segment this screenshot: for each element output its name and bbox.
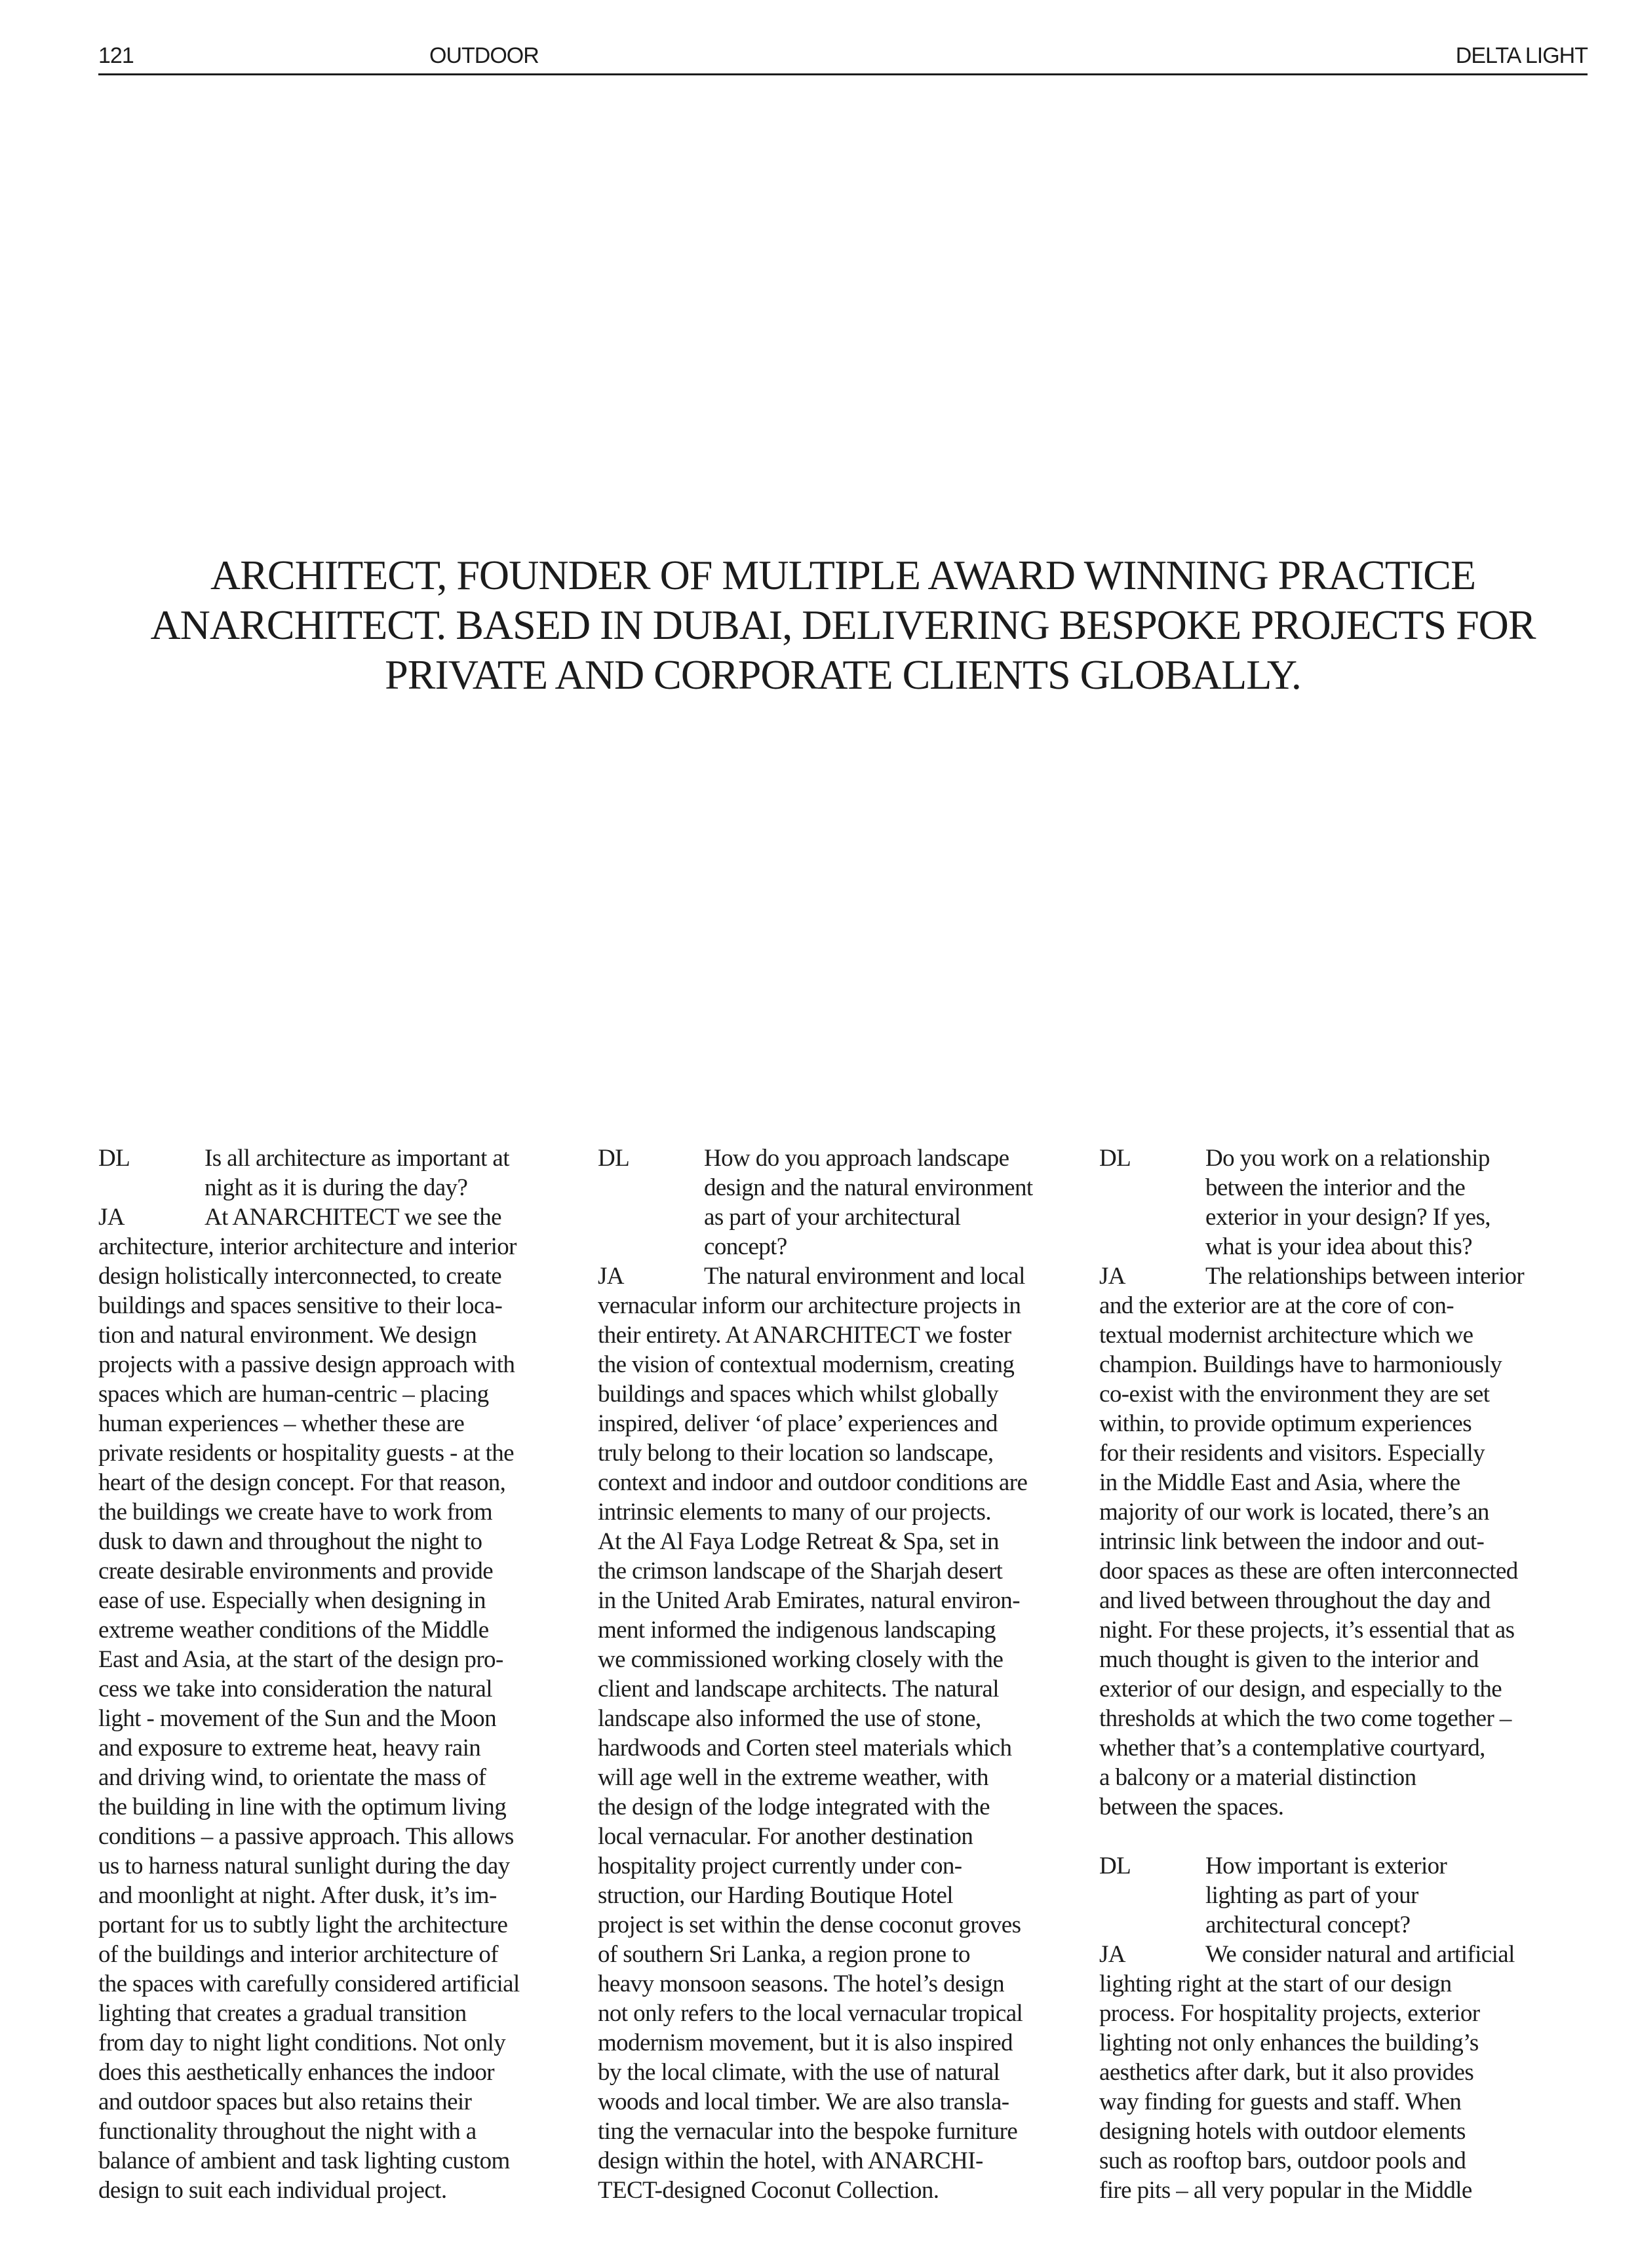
text-line: At ANARCHITECT we see the [205,1204,501,1231]
text-line: ment informed the indigenous landscaping [598,1617,996,1643]
text-line: TECT-designed Coconut Collection. [598,2177,939,2204]
headline-line: ANARCHITECT. BASED IN DUBAI, DELIVERING BESPOKE PROJECTS FOR [150,602,1536,648]
text-line: and lived between throughout the day and [1099,1587,1491,1614]
text-line: the building in line with the optimum living [98,1794,507,1820]
text-line: dusk to dawn and throughout the night to [98,1528,482,1555]
speaker-label: JA [598,1263,624,1290]
text-line: modernism movement, but it is also inspired [598,2029,1013,2056]
text-line: does this aesthetically enhances the indoor [98,2059,495,2086]
text-line: buildings and spaces sensitive to their loca- [98,1292,503,1319]
text-line: light - movement of the Sun and the Moon [98,1705,496,1732]
text-line: a balcony or a material distinction [1099,1764,1416,1791]
text-line: aesthetics after dark, but it also provides [1099,2059,1474,2086]
answer-first-line [98,1202,583,1232]
headline-line: ARCHITECT, FOUNDER OF MULTIPLE AWARD WINNING PRACTICE [210,552,1476,598]
text-line: design holistically interconnected, to create [98,1263,502,1290]
text-line: spaces which are human-centric – placing [98,1381,489,1408]
answer-first-line [1099,1940,1584,1969]
interview-answer [598,1261,1083,2205]
interview-answer [1099,1261,1584,1822]
text-line: We consider natural and artificial [1205,1941,1515,1968]
text-line: door spaces as these are often interconnected [1099,1558,1518,1585]
text-line: vernacular inform our architecture projects in [598,1292,1021,1319]
text-line: heavy monsoon seasons. The hotel’s design [598,1970,1005,1997]
text-line: client and landscape architects. The natural [598,1676,999,1702]
text-line: within, to provide optimum experiences [1099,1410,1472,1437]
text-line: the spaces with carefully considered artificial [98,1970,520,1997]
text-line: private residents or hospitality guests - at the [98,1440,514,1467]
text-line: project is set within the dense coconut groves [598,1912,1021,1938]
text-line: local vernacular. For another destination [598,1823,973,1850]
text-line: architectural concept? [1205,1912,1411,1938]
question-row [1099,1144,1584,1261]
speaker-label: DL [1099,1145,1131,1172]
text-line: majority of our work is located, there’s an [1099,1499,1489,1526]
text-line: tion and natural environment. We design [98,1322,477,1349]
text-line: such as rooftop bars, outdoor pools and [1099,2147,1466,2174]
text-line: between the spaces. [1099,1794,1284,1820]
text-line: between the interior and the [1205,1174,1466,1201]
text-line: fire pits – all very popular in the Middle [1099,2177,1472,2204]
text-line: East and Asia, at the start of the design pro- [98,1646,503,1673]
text-line: hardwoods and Corten steel materials which [598,1735,1012,1761]
question-row [98,1144,583,1202]
text-line: of the buildings and interior architecture of [98,1941,499,1968]
text-line: and moonlight at night. After dusk, it’s im- [98,1882,497,1909]
interview-question [1099,1851,1584,1940]
headline-line: PRIVATE AND CORPORATE CLIENTS GLOBALLY. [385,651,1301,698]
text-line: much thought is given to the interior and [1099,1646,1479,1673]
text-line: conditions – a passive approach. This allows [98,1823,514,1850]
running-header [98,39,1588,75]
text-line: The relationships between interior [1205,1263,1525,1290]
text-line: ting the vernacular into the bespoke furniture [598,2118,1018,2145]
text-line: lighting that creates a gradual transition [98,2000,467,2027]
text-line: and outdoor spaces but also retains their [98,2088,472,2115]
text-line: design and the natural environment [704,1174,1033,1201]
text-line: balance of ambient and task lighting custom [98,2147,510,2174]
text-line: human experiences – whether these are [98,1410,465,1437]
text-line: hospitality project currently under con- [598,1853,962,1879]
text-line: and driving wind, to orientate the mass of [98,1764,486,1791]
text-line: from day to night light conditions. Not only [98,2029,506,2056]
speaker-label: DL [598,1145,630,1172]
question-text [1205,1851,1447,1940]
question-row [1099,1851,1584,1940]
speaker-label: DL [98,1145,130,1172]
text-line: projects with a passive design approach with [98,1351,515,1378]
text-line: the vision of contextual modernism, creating [598,1351,1015,1378]
text-line: in the United Arab Emirates, natural environ- [598,1587,1020,1614]
text-line: the design of the lodge integrated with the [598,1794,990,1820]
text-line: lighting as part of your [1205,1882,1418,1909]
text-line: context and indoor and outdoor conditions are [598,1469,1028,1496]
text-line: not only refers to the local vernacular tropical [598,2000,1023,2027]
text-line: night as it is during the day? [205,1174,468,1201]
text-line: of southern Sri Lanka, a region prone to [598,1941,970,1968]
headline [98,550,1588,700]
brand-label: DELTA LIGHT [1455,43,1588,68]
question-text [205,1144,509,1202]
text-line: At the Al Faya Lodge Retreat & Spa, set in [598,1528,999,1555]
text-line: How do you approach landscape [704,1145,1009,1172]
page-number: 121 [98,43,134,68]
text-line: heart of the design concept. For that reason, [98,1469,506,1496]
text-line: architecture, interior architecture and interior [98,1233,517,1260]
interview-question [1099,1144,1584,1261]
text-line: extreme weather conditions of the Middle [98,1617,489,1643]
text-line: buildings and spaces which whilst globally [598,1381,998,1408]
text-line: create desirable environments and provide [98,1558,494,1585]
text-line: as part of your architectural [704,1204,961,1231]
text-line: intrinsic elements to many of our projects. [598,1499,991,1526]
text-line: what is your idea about this? [1205,1233,1472,1260]
text-line: cess we take into consideration the natural [98,1676,492,1702]
text-line: us to harness natural sunlight during the day [98,1853,510,1879]
text-line: way finding for guests and staff. When [1099,2088,1462,2115]
text-line: Do you work on a relationship [1205,1145,1490,1172]
text-line: exterior of our design, and especially to the [1099,1676,1502,1702]
text-line: portant for us to subtly light the architecture [98,1912,508,1938]
text-line: process. For hospitality projects, exterior [1099,2000,1480,2027]
text-line: Is all architecture as important at [205,1145,509,1172]
text-line: inspired, deliver ‘of place’ experiences and [598,1410,998,1437]
text-line: ease of use. Especially when designing in [98,1587,486,1614]
interview-question [98,1144,583,1202]
text-line: struction, our Harding Boutique Hotel [598,1882,953,1909]
text-line: their entirety. At ANARCHITECT we foster [598,1322,1011,1349]
answer-first-line [598,1261,1083,1291]
text-line: whether that’s a contemplative courtyard, [1099,1735,1485,1761]
text-line: exterior in your design? If yes, [1205,1204,1491,1231]
column-2 [598,1144,1083,2205]
text-line: the crimson landscape of the Sharjah desert [598,1558,1003,1585]
column-3 [1099,1144,1584,2205]
text-line: intrinsic link between the indoor and out- [1099,1528,1485,1555]
text-line: and the exterior are at the core of con- [1099,1292,1454,1319]
text-line: the buildings we create have to work from [98,1499,493,1526]
text-line: design to suit each individual project. [98,2177,447,2204]
interview-answer [1099,1940,1584,2205]
text-line: designing hotels with outdoor elements [1099,2118,1466,2145]
text-line: we commissioned working closely with the [598,1646,1004,1673]
text-line: in the Middle East and Asia, where the [1099,1469,1460,1496]
text-line: for their residents and visitors. Especially [1099,1440,1485,1467]
question-text [704,1144,1033,1261]
text-line: The natural environment and local [704,1263,1025,1290]
text-line: concept? [704,1233,787,1260]
text-line: How important is exterior [1205,1853,1447,1879]
column-1 [98,1144,583,2205]
speaker-label: JA [1099,1263,1125,1290]
speaker-label: DL [1099,1853,1131,1879]
text-line: textual modernist architecture which we [1099,1322,1473,1349]
answer-first-line [1099,1261,1584,1291]
text-line: lighting right at the start of our design [1099,1970,1452,1997]
text-line: night. For these projects, it’s essential that as [1099,1617,1515,1643]
text-line: woods and local timber. We are also transla- [598,2088,1009,2115]
text-line: landscape also informed the use of stone, [598,1705,981,1732]
question-row [598,1144,1083,1261]
text-line: lighting not only enhances the building’s [1099,2029,1479,2056]
interview-question [598,1144,1083,1261]
text-line: truly belong to their location so landscape, [598,1440,994,1467]
text-line: and exposure to extreme heat, heavy rain [98,1735,481,1761]
text-line: will age well in the extreme weather, with [598,1764,988,1791]
text-line: functionality throughout the night with a [98,2118,477,2145]
text-line: design within the hotel, with ANARCHI- [598,2147,983,2174]
speaker-label: JA [98,1204,125,1231]
section-label: OUTDOOR [429,43,539,68]
question-text [1205,1144,1491,1261]
interview-answer [98,1202,583,2205]
text-line: thresholds at which the two come together – [1099,1705,1511,1732]
text-line: co-exist with the environment they are set [1099,1381,1490,1408]
text-line: champion. Buildings have to harmoniously [1099,1351,1502,1378]
paragraph-gap [1099,1822,1584,1851]
speaker-label: JA [1099,1941,1125,1968]
text-line: by the local climate, with the use of natural [598,2059,1000,2086]
